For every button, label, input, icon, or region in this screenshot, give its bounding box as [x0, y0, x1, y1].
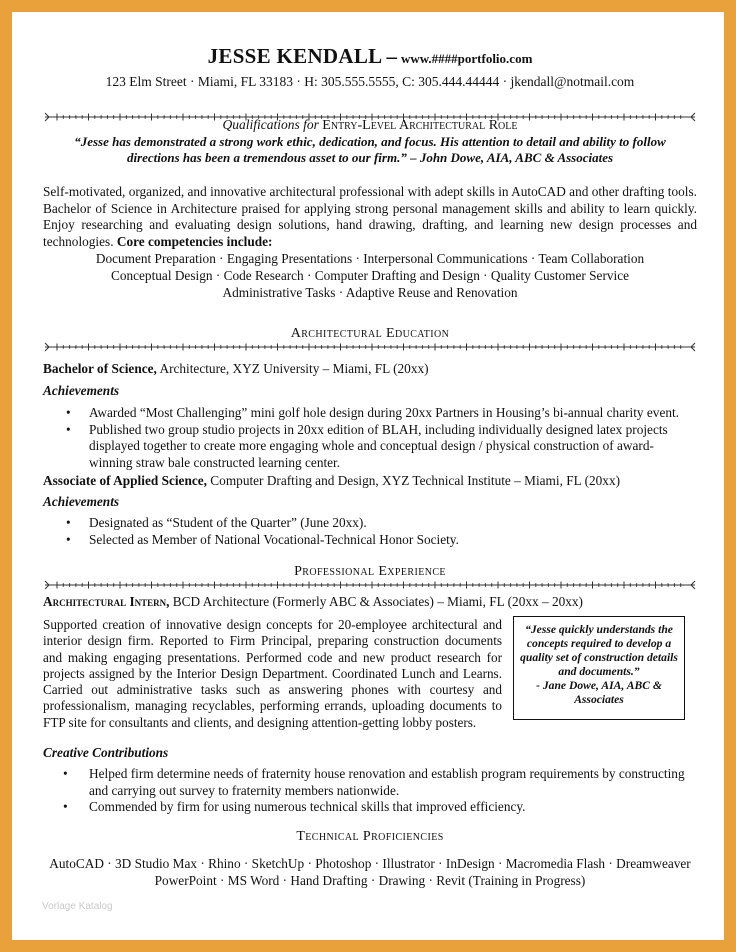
resume-page [12, 12, 724, 940]
testimonial-quote: “Jesse has demonstrated a strong work ethic, dedication, and focus. His attention to detail and ability to follow directions has been a tremendous asset to our firm.” – John Dowe, AIA, ABC & Associates [74, 134, 666, 165]
degree-details: Computer Drafting and Design, XYZ Technical Institute – Miami, FL (20xx) [206, 473, 621, 488]
list-item [43, 766, 697, 799]
bullet-icon: • [66, 421, 71, 437]
divider-ruler-experience [43, 580, 697, 590]
achievement-text: Awarded “Most Challenging” mini golf hole design during 20xx Partners in Housing’s bi-annual charity event. [89, 405, 680, 420]
contributions-list [43, 766, 697, 816]
competencies-label: Core competencies include: [116, 233, 273, 249]
contribution-text: Helped firm determine needs of fraternity house renovation and establish program requirements by constructing and carrying out survey to fraternity members nationwide. [89, 766, 685, 798]
header [43, 44, 697, 69]
summary-text: Self-motivated, organized, and innovative architectural professional with adept skills in AutoCAD and other drafting tools. Bachelor of Science in Architecture praised for applying strong personal management skills and ability to learn quickly. Enjoy researching and evaluating design solutions, hand drawing, drafting, and learning new design processes and technologies. [43, 184, 697, 249]
target-role: Entry-Level Architectural Role [322, 118, 518, 133]
job-title: Architectural Intern, [43, 594, 170, 609]
candidate-name: JESSE KENDALL [207, 44, 383, 68]
degree-name: Associate of Applied Science, [43, 473, 207, 488]
competency-line: Document Preparation · Engaging Presentations · Interpersonal Communications · Team Collaboration [95, 251, 645, 266]
bullet-icon: • [66, 531, 71, 547]
bachelor-achievements-list [43, 405, 697, 471]
list-item [43, 532, 697, 549]
bullet-icon: • [66, 515, 71, 530]
callout-author: - Jane Dowe, AIA, ABC & Associates [536, 679, 662, 706]
skills-line: AutoCAD · 3D Studio Max · Rhino · SketchUp · Photoshop · Illustrator · InDesign · Macromedia Flash · Dreamweaver [49, 856, 691, 871]
professional-summary [43, 184, 697, 250]
ruler-divider-graphic [43, 580, 697, 590]
technical-section-title: Technical Proficiencies [296, 829, 444, 844]
bullet-icon: • [66, 405, 71, 420]
qualifications-heading [43, 117, 697, 134]
contributions-label: Creative Contributions [43, 745, 169, 760]
degree-associate [43, 473, 697, 489]
technical-skills [43, 855, 697, 889]
achievement-text: Designated as “Student of the Quarter” (June 20xx). [89, 515, 367, 530]
name-dash: – [386, 44, 397, 68]
list-item [43, 422, 697, 472]
contribution-text: Commended by firm for using numerous technical skills that improved efficiency. [89, 799, 526, 814]
core-competencies [43, 250, 697, 301]
divider-ruler-education [43, 342, 697, 352]
watermark-text: Vorlage Katalog [42, 901, 113, 912]
competency-line: Conceptual Design · Code Research · Computer Drafting and Design · Quality Customer Service [110, 268, 630, 283]
job-heading [43, 594, 697, 610]
degree-name: Bachelor of Science, [43, 361, 157, 376]
ruler-divider-graphic [43, 342, 697, 352]
achievements-label: Achievements [43, 383, 120, 398]
job-description: Supported creation of innovative design concepts for 20-employee architectural and interior design firm. Reported to Firm Principal, preparing construction documents and making engaging presentations. Performed code and new product research for projects assigned by the Interior Design Department. Coordinated Lunch and Learns. Carried out administrative tasks such as answering phones with courtesy and professionalism, managing recyclables, performing errands, uploading documents to FTP site for consultants and clients, and designing attention-getting lobby posters. [43, 617, 502, 730]
qualifications-intro: Qualifications for [222, 117, 319, 132]
education-section-title: Architectural Education [290, 326, 450, 341]
bullet-icon: • [63, 766, 68, 781]
contact-line: 123 Elm Street · Miami, FL 33183 · H: 305.555.5555, C: 305.444.44444 · jkendall@notmail.com [105, 74, 635, 89]
callout-quote: “Jesse quickly understands the concepts required to develop a quality set of construction details and documents.” [520, 623, 678, 678]
degree-details: Architecture, XYZ University – Miami, FL (20xx) [156, 361, 429, 376]
bullet-icon: • [63, 799, 68, 814]
list-item [43, 799, 697, 816]
achievement-text: Published two group studio projects in 20xx edition of BLAH, including individually designed latex projects displayed together to create more engaging whole and conceptual design / physical construction of award-winning straw bale constructed learning center. [89, 421, 668, 470]
competency-line: Administrative Tasks · Adaptive Reuse and Renovation [222, 285, 518, 300]
list-item [43, 405, 697, 422]
skills-line: PowerPoint · MS Word · Hand Drafting · Drawing · Revit (Training in Progress) [154, 873, 586, 888]
achievement-text: Selected as Member of National Vocational-Technical Honor Society. [89, 531, 459, 547]
degree-bachelor [43, 361, 697, 377]
supervisor-quote-box [513, 616, 685, 720]
experience-section-title: Professional Experience [294, 564, 446, 579]
list-item [43, 515, 697, 532]
portfolio-url: www.####portfolio.com [400, 51, 533, 66]
achievements-label: Achievements [43, 494, 120, 509]
associate-achievements-list [43, 515, 697, 548]
job-details: BCD Architecture (Formerly ABC & Associates) – Miami, FL (20xx – 20xx) [169, 594, 583, 609]
